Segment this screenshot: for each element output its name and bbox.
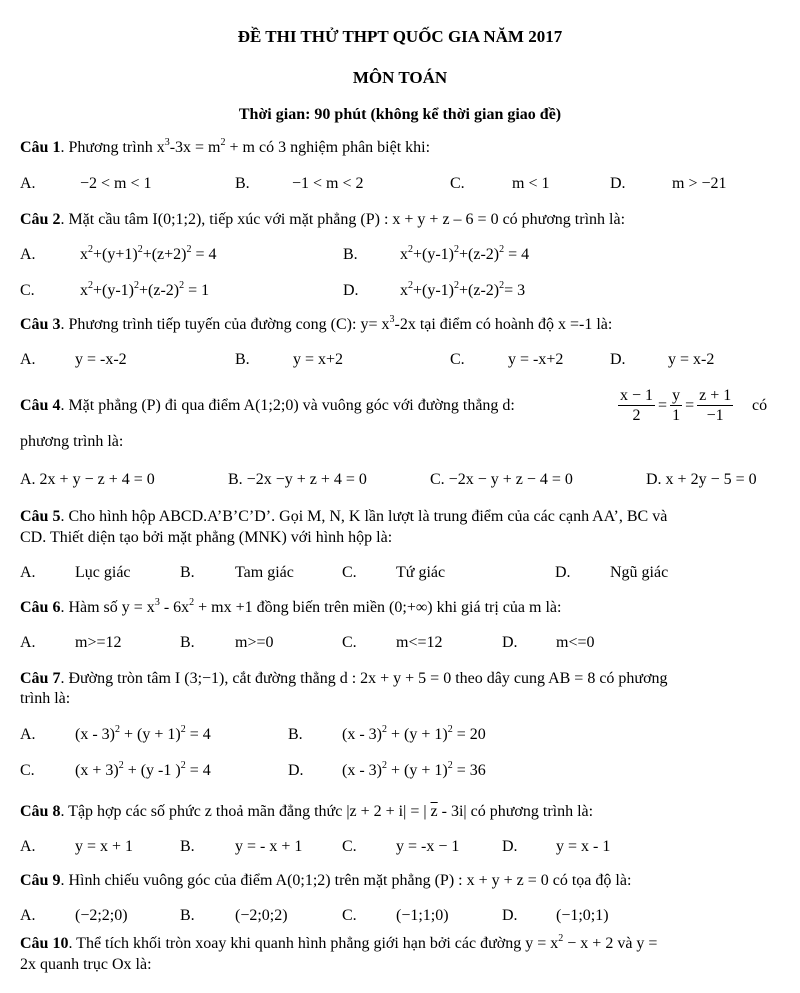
option-b: B. −2x −y + z + 4 = 0 [228,471,367,488]
option-d: y = x - 1 [556,838,611,855]
z-conjugate: $\overline{z}$ [430,803,438,820]
question-label: Câu 7 [20,670,61,687]
option-letter: A. [20,634,36,651]
option-letter: A. [20,351,36,368]
question-7: Câu 7. Đường tròn tâm I (3;−1), cắt đường thẳng d : 2x + y + 5 = 0 theo dây cung AB = 8 có phương [20,670,668,687]
option-b: $(x - 3)^2 + (y + 1)^2 = 20$ [342,723,486,743]
option-c: y = -x+2 [508,351,564,368]
line-equation-fraction: $\frac{x - 1}{2}$ = $\frac{y}{1}$ = $\frac{z + 1}{-1}$ [620,387,732,424]
question-label: Câu 9 [20,872,61,889]
option-letter: D. [555,564,571,581]
question-4: Câu 4. Mặt phẳng (P) đi qua điểm A(1;2;0) và vuông góc với đường thẳng d: [20,397,515,414]
question-2: Câu 2. Mặt cầu tâm I(0;1;2), tiếp xúc với mặt phẳng (P) : x + y + z – 6 = 0 có phương trình là: [20,211,626,228]
question-label: Câu 4 [20,397,61,414]
option-letter: C. [450,351,465,368]
option-letter: B. [180,907,195,924]
option-letter: D. [610,175,626,192]
question-4-tail: có [752,397,768,414]
question-6: Câu 6. Hàm số $y = x^3 - 6x^2$ + mx +1 đồng biến trên miền (0;+∞) khi giá trị của m là: [20,596,562,616]
option-letter: A. [20,175,36,192]
option-c: m < 1 [512,175,550,192]
fraction-x: $\frac{x - 1}{2}$ [620,387,654,424]
option-b: y = - x + 1 [235,838,303,855]
option-c: C. −2x − y + z − 4 = 0 [430,471,573,488]
option-letter: C. [20,762,35,779]
option-b: m>=0 [235,634,274,651]
option-c: $(x + 3)^2 + (y$ -1 )$^2$ = 4 [75,759,211,779]
option-d: Ngũ giác [610,564,669,581]
exam-time: Thời gian: 90 phút (không kể thời gian giao đề) [238,106,562,123]
option-letter: A. [20,564,36,581]
option-letter: D. [343,282,359,299]
option-letter: C. [20,282,35,299]
question-8: Câu 8. Tập hợp các số phức z thoả mãn đẳng thức |z + 2 + i| = | $\overline{z} - 3i|$ có phương trình là: [20,803,594,820]
option-letter: A. [20,907,36,924]
option-letter: C. [342,634,357,651]
option-letter: B. [235,175,250,192]
option-letter: B. [235,351,250,368]
option-letter: A. [20,726,36,743]
question-5-line2: CD. Thiết diện tạo bởi mặt phẳng (MNK) với hình hộp là: [20,529,393,546]
option-letter: B. [180,634,195,651]
option-b: y = x+2 [293,351,344,368]
option-letter: C. [450,175,465,192]
question-4-line2: phương trình là: [20,433,124,450]
question-10-line2: 2x quanh trục Ox là: [20,956,152,973]
option-letter: D. [288,762,304,779]
fraction-z: $\frac{z + 1}{-1}$ [699,387,732,424]
option-letter: D. [502,907,518,924]
option-letter: D. [610,351,626,368]
subject-title: MÔN TOÁN [352,68,448,87]
option-a: $(x - 3)^2 + (y + 1)^2 = 4$ [75,723,211,743]
option-b: Tam giác [235,564,294,581]
question-label: Câu 3 [20,316,61,333]
option-c: (−1;1;0) [396,907,449,924]
option-a: y = x + 1 [75,838,134,855]
option-c: y = -x − 1 [396,838,460,855]
option-letter: A. [20,838,36,855]
fraction-y: $\frac{y}{1}$ [672,387,681,424]
option-letter: B. [180,564,195,581]
option-letter: C. [342,907,357,924]
option-a: (−2;2;0) [75,907,128,924]
option-a: y = -x-2 [75,351,127,368]
option-a: Lục giác [75,564,131,581]
question-label: Câu 1 [20,139,61,156]
option-a: $x^2+(y+1)^2+(z+2)^2 = 4$ [80,243,217,263]
option-d: m > −21 [672,175,727,192]
question-3: Câu 3. Phương trình tiếp tuyến của đường cong (C): $y= x^3-2x$ tại điểm có hoành độ x =-1 là: [20,313,613,333]
option-d: D. x + 2y − 5 = 0 [646,471,757,488]
option-d: y = x-2 [668,351,715,368]
option-d: (−1;0;1) [556,907,609,924]
question-9: Câu 9. Hình chiếu vuông góc của điểm A(0;1;2) trên mặt phẳng (P) : x + y + z = 0 có tọa độ là: [20,872,632,889]
option-letter: D. [502,838,518,855]
option-letter: B. [288,726,303,743]
option-c: m<=12 [396,634,443,651]
option-c: $x^2+(y-1)^2+(z-2)^2 = 1$ [80,279,210,299]
option-a: A. 2x + y − z + 4 = 0 [20,471,155,488]
option-letter: B. [343,246,358,263]
question-label: Câu 5 [20,508,61,525]
option-b: (−2;0;2) [235,907,288,924]
option-letter: D. [502,634,518,651]
option-b: −1 < m < 2 [292,175,364,192]
question-label: Câu 2 [20,211,61,228]
option-letter: C. [342,838,357,855]
option-letter: A. [20,246,36,263]
option-d: $(x - 3)^2 + (y + 1)^2 = 36$ [342,759,486,779]
option-a: −2 < m < 1 [80,175,152,192]
option-d: m<=0 [556,634,595,651]
option-letter: C. [342,564,357,581]
question-label: Câu 10 [20,935,69,952]
question-label: Câu 6 [20,599,61,616]
question-label: Câu 8 [20,803,61,820]
option-c: Tứ giác [396,564,446,581]
option-d: $x^2+(y-1)^2+(z-2)^2= 3$ [400,279,526,299]
exam-title: ĐỀ THI THỬ THPT QUỐC GIA NĂM 2017 [237,27,563,46]
question-10: Câu 10. Thể tích khối tròn xoay khi quanh hình phẳng giới hạn bởi các đường $y = x^2 - x + 2$ và y = [20,932,658,952]
option-letter: B. [180,838,195,855]
question-5: Câu 5. Cho hình hộp ABCD.A’B’C’D’. Gọi M, N, K lần lượt là trung điểm của các cạnh AA’, BC và [20,508,668,525]
question-7-line2: trình là: [20,690,71,707]
option-a: m>=12 [75,634,122,651]
option-b: $x^2+(y-1)^2+(z-2)^2 = 4$ [400,243,530,263]
question-1: Câu 1. Phương trình $x^3-3x = m^2 + m$ có 3 nghiệm phân biệt khi: [20,136,431,156]
